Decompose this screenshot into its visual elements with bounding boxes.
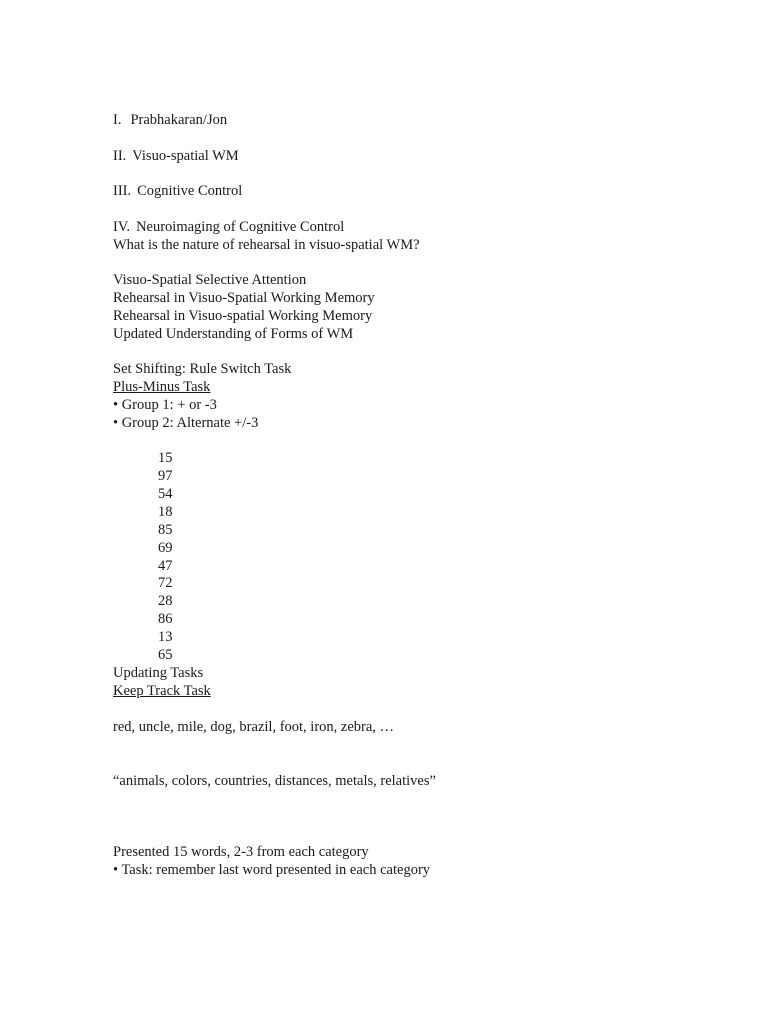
question-line: What is the nature of rehearsal in visuo-spatial WM?: [113, 237, 420, 253]
outline-numeral: IV.: [113, 219, 131, 235]
outline-numeral: II.: [113, 148, 127, 164]
number-item: 15: [158, 450, 173, 466]
number-item: 47: [158, 558, 173, 574]
number-item: 54: [158, 486, 173, 502]
number-item: 85: [158, 522, 173, 538]
number-item: 86: [158, 611, 173, 627]
outline-item-4: [113, 218, 344, 236]
keep-track-task-title: Keep Track Task: [113, 683, 211, 699]
updating-heading: Updating Tasks: [113, 665, 204, 681]
word-list: red, uncle, mile, dog, brazil, foot, iron, zebra, …: [113, 719, 395, 735]
number-item: 13: [158, 629, 173, 645]
outline-numeral: III.: [113, 183, 132, 199]
number-item: 97: [158, 468, 173, 484]
number-item: 72: [158, 575, 173, 591]
plus-minus-task-title: Plus-Minus Task: [113, 379, 211, 395]
group-bullet: • Group 1: + or -3: [113, 397, 217, 413]
topic-line: Visuo-Spatial Selective Attention: [113, 272, 307, 288]
outline-item-2: [113, 147, 239, 165]
outline-text: Prabhakaran/Jon: [130, 112, 228, 128]
number-item: 18: [158, 504, 173, 520]
outline-text: Visuo-spatial WM: [132, 148, 239, 164]
topic-line: Rehearsal in Visuo-spatial Working Memory: [113, 308, 373, 324]
outline-text: Cognitive Control: [137, 183, 243, 199]
categories-line: “animals, colors, countries, distances, metals, relatives”: [113, 773, 436, 789]
number-item: 69: [158, 540, 173, 556]
set-shifting-heading: Set Shifting: Rule Switch Task: [113, 361, 292, 377]
number-item: 28: [158, 593, 173, 609]
group-bullet: • Group 2: Alternate +/-3: [113, 415, 259, 431]
outline-item-1: [113, 111, 227, 129]
topic-line: Rehearsal in Visuo-Spatial Working Memory: [113, 290, 375, 306]
topic-line: Updated Understanding of Forms of WM: [113, 326, 354, 342]
outline-text: Neuroimaging of Cognitive Control: [136, 219, 345, 235]
outline-item-3: [113, 182, 242, 200]
task-line: • Task: remember last word presented in each category: [113, 862, 431, 878]
outline-numeral: I.: [113, 112, 122, 128]
presented-line: Presented 15 words, 2-3 from each category: [113, 844, 369, 860]
number-item: 65: [158, 647, 173, 663]
